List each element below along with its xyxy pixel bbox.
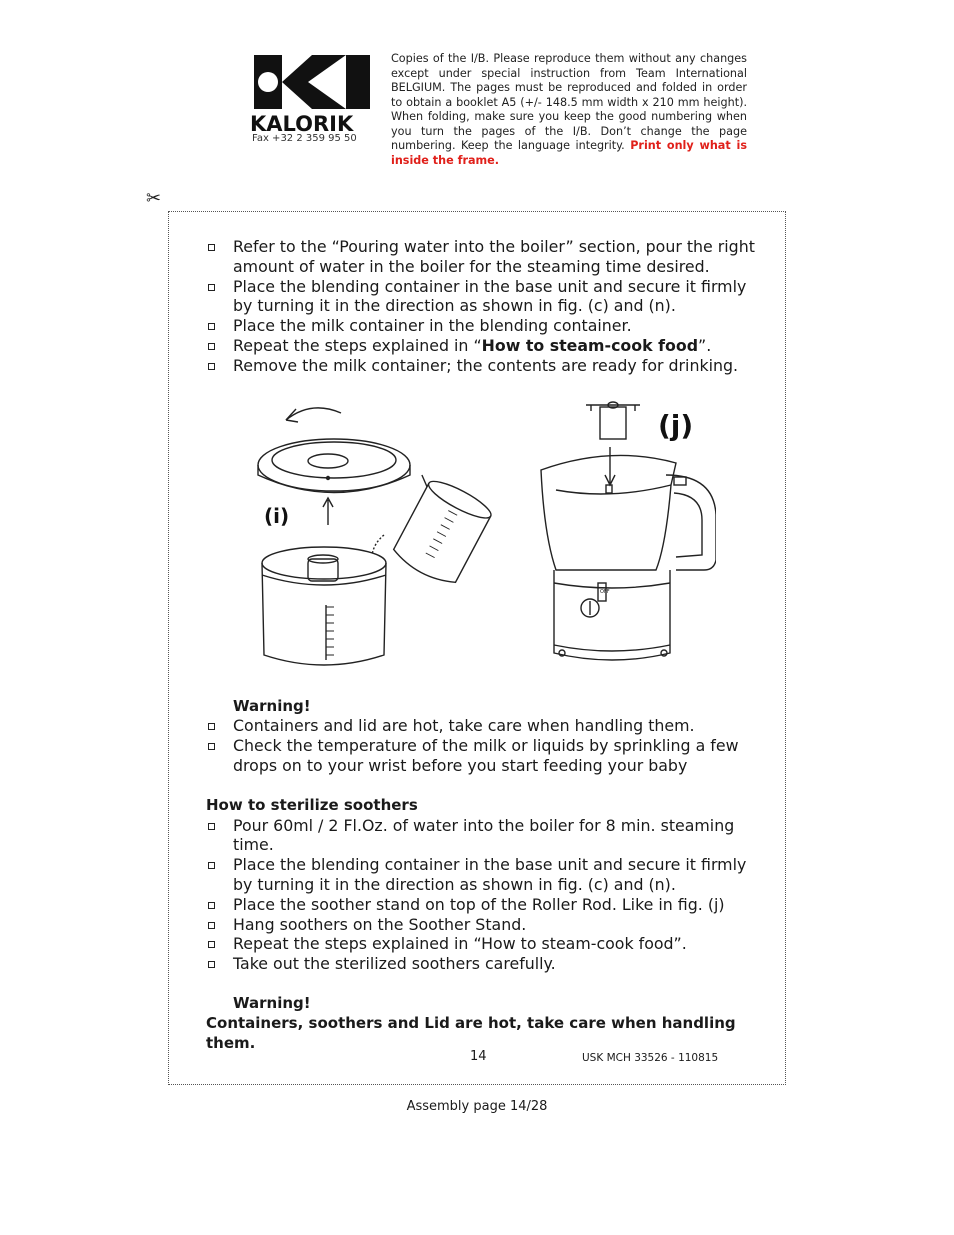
base-container-drawing — [262, 547, 386, 665]
list-item: Containers and lid are hot, take care when handling them. — [206, 716, 766, 736]
print-notice — [391, 52, 747, 168]
checkbox-bullet-icon — [208, 941, 215, 948]
list-item: Refer to the “Pouring water into the boiler” section, pour the right amount of water in the boiler for the steaming time desired. — [206, 237, 766, 277]
checkbox-bullet-icon — [208, 862, 215, 869]
figure-label-i: (i) — [264, 504, 290, 528]
checkbox-bullet-icon — [208, 961, 215, 968]
measuring-cup-drawing — [381, 471, 495, 589]
document-code: USK MCH 33526 - 110815 — [582, 1052, 719, 1064]
steps-list — [206, 237, 766, 376]
warning-title: Warning! — [233, 696, 311, 715]
warning-text: Containers, soothers and Lid are hot, take care when handling them. — [206, 1013, 736, 1052]
up-arrow-icon — [323, 498, 333, 525]
soothers-list — [206, 816, 766, 974]
brand-text: KALORIK — [250, 112, 354, 135]
checkbox-bullet-icon — [208, 823, 215, 830]
fax-number: Fax +32 2 359 95 50 — [252, 133, 357, 144]
list-item: Place the soother stand on top of the Roller Rod. Like in fig. (j) — [206, 895, 766, 915]
section-heading: How to sterilize soothers — [206, 795, 418, 814]
checkbox-bullet-icon — [208, 363, 215, 370]
rotation-arrow-icon — [286, 408, 341, 420]
notice-text: Copies of the I/B. Please reproduce them without any changes except under special instruction from Team International BELGIUM. The pages must be reproduced and folded in order to obtain a booklet A5 (+/- 148.5 mm width x 210 mm height). When folding, make sure you keep the good numbering when you turn the pages of the I/B. Don’t change the page numbering. Keep the language integrity. — [391, 52, 747, 152]
assembly-page: Assembly page 14/28 — [406, 1099, 548, 1114]
list-item: Place the blending container in the base unit and secure it firmly by turning it in the direction as shown in fig. (c) and (n). — [206, 855, 766, 895]
soother-stand-drawing — [586, 402, 640, 439]
list-item: Hang soothers on the Soother Stand. — [206, 915, 766, 935]
kalorik-logo-mark — [250, 55, 374, 135]
list-item: Pour 60ml / 2 Fl.Oz. of water into the boiler for 8 min. steaming time. — [206, 816, 766, 856]
list-item: Repeat the steps explained in “How to steam-cook food”. — [206, 336, 766, 356]
checkbox-bullet-icon — [208, 743, 215, 750]
checkbox-bullet-icon — [208, 343, 215, 350]
checkbox-bullet-icon — [208, 323, 215, 330]
switch-off-label: OFF — [600, 589, 610, 595]
checkbox-bullet-icon — [208, 284, 215, 291]
page-number: 14 — [470, 1049, 487, 1064]
list-item: Place the blending container in the base unit and secure it firmly by turning it in the direction as shown in fig. (c) and (n). — [206, 277, 766, 317]
list-item: Check the temperature of the milk or liquids by sprinkling a few drops on to your wrist before you start feeding your baby — [206, 736, 766, 776]
warning-list — [206, 716, 766, 775]
list-item: Remove the milk container; the contents are ready for drinking. — [206, 356, 766, 376]
checkbox-bullet-icon — [208, 723, 215, 730]
checkbox-bullet-icon — [208, 902, 215, 909]
scissors-icon: ✂ — [146, 188, 162, 209]
list-item: Repeat the steps explained in “How to steam-cook food”. — [206, 934, 766, 954]
down-arrow-icon — [605, 447, 615, 485]
notice-red-text: Print only what is inside the frame. — [391, 139, 747, 167]
checkbox-bullet-icon — [208, 922, 215, 929]
list-item: Take out the sterilized soothers carefully. — [206, 954, 766, 974]
figure-label-j: (j) — [658, 409, 694, 442]
warning-title: Warning! — [233, 993, 311, 1012]
kalorik-logo — [250, 55, 374, 135]
assembly-illustration — [256, 395, 716, 675]
list-item: Place the milk container in the blending container. — [206, 316, 766, 336]
appliance-drawing — [541, 455, 716, 660]
checkbox-bullet-icon — [208, 244, 215, 251]
lid-drawing — [258, 439, 410, 493]
